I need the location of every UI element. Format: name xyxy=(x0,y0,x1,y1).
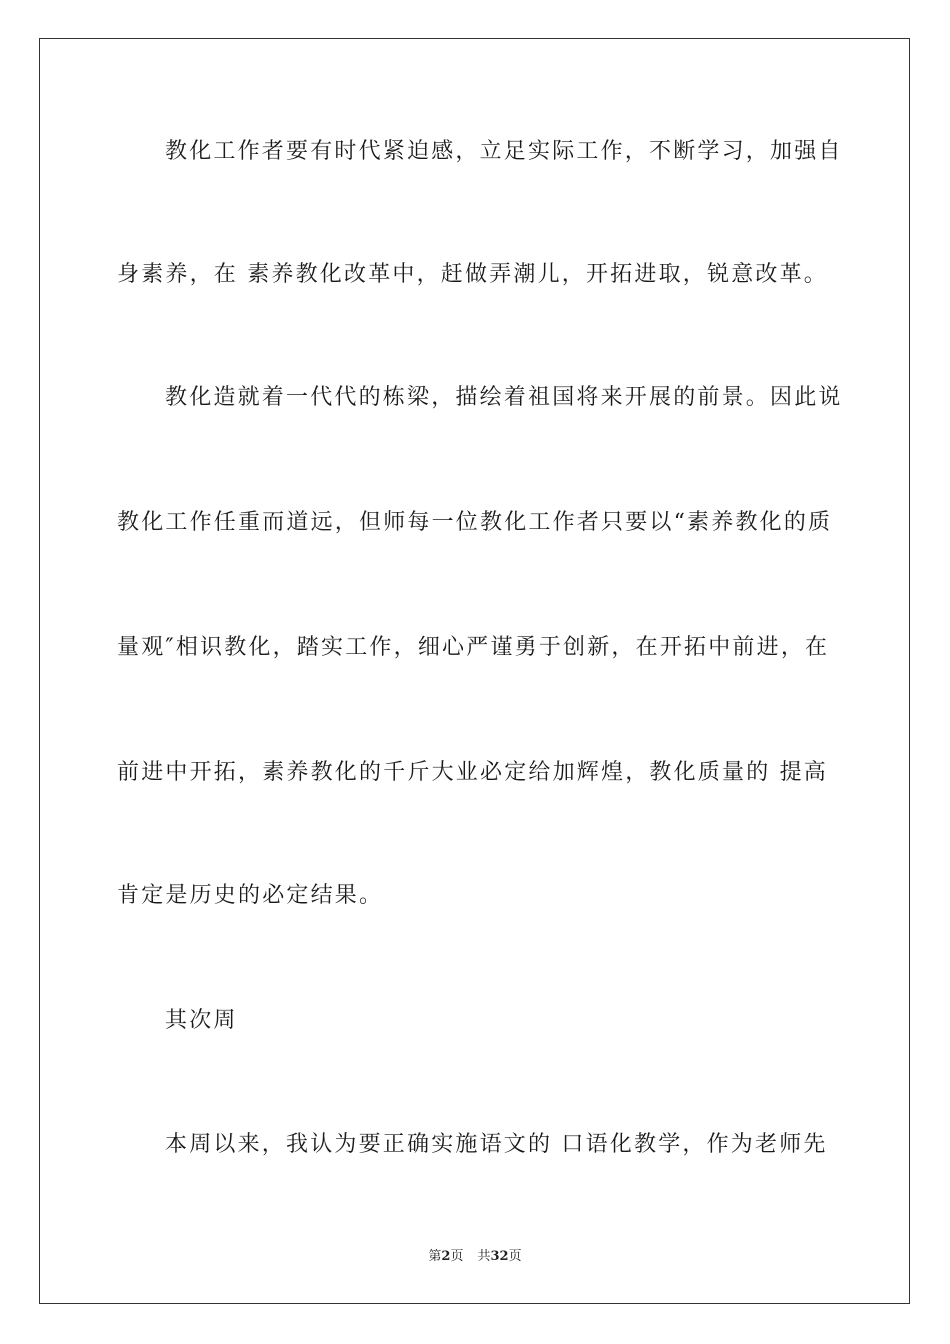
page-prefix: 第 xyxy=(428,1249,442,1264)
page-footer xyxy=(0,1248,950,1266)
paragraph-line: 教化工作者要有时代紧迫感，立足实际工作，不断学习，加强自 xyxy=(165,139,843,164)
total-suffix: 页 xyxy=(508,1249,522,1264)
paragraph-line: 本周以来，我认为要正确实施语文的 口语化教学，作为老师先 xyxy=(165,1132,828,1157)
page-number: 2 xyxy=(441,1249,451,1264)
page-suffix: 页 xyxy=(450,1249,464,1264)
section-heading: 其次周 xyxy=(165,1008,238,1033)
total-pages: 32 xyxy=(490,1249,509,1264)
paragraph-line: 肯定是历史的必定结果。 xyxy=(117,883,384,908)
paragraph-line: 身素养，在 素养教化改革中，赶做弄潮儿，开拓进取，锐意改革。 xyxy=(117,262,828,287)
paragraph-line: 教化工作任重而道远，但师每一位教化工作者只要以“素养教化的质 xyxy=(117,510,833,535)
total-prefix: 共 xyxy=(477,1249,491,1264)
paragraph-line: 教化造就着一代代的栋梁，描绘着祖国将来开展的前景。因此说 xyxy=(165,385,843,410)
paragraph-line: 前进中开拓，素养教化的千斤大业必定给加辉煌，教化质量的 提高 xyxy=(117,760,828,785)
page-border xyxy=(39,38,910,1304)
paragraph-line: 量观″相识教化，踏实工作，细心严谨勇于创新，在开拓中前进，在 xyxy=(117,635,830,660)
